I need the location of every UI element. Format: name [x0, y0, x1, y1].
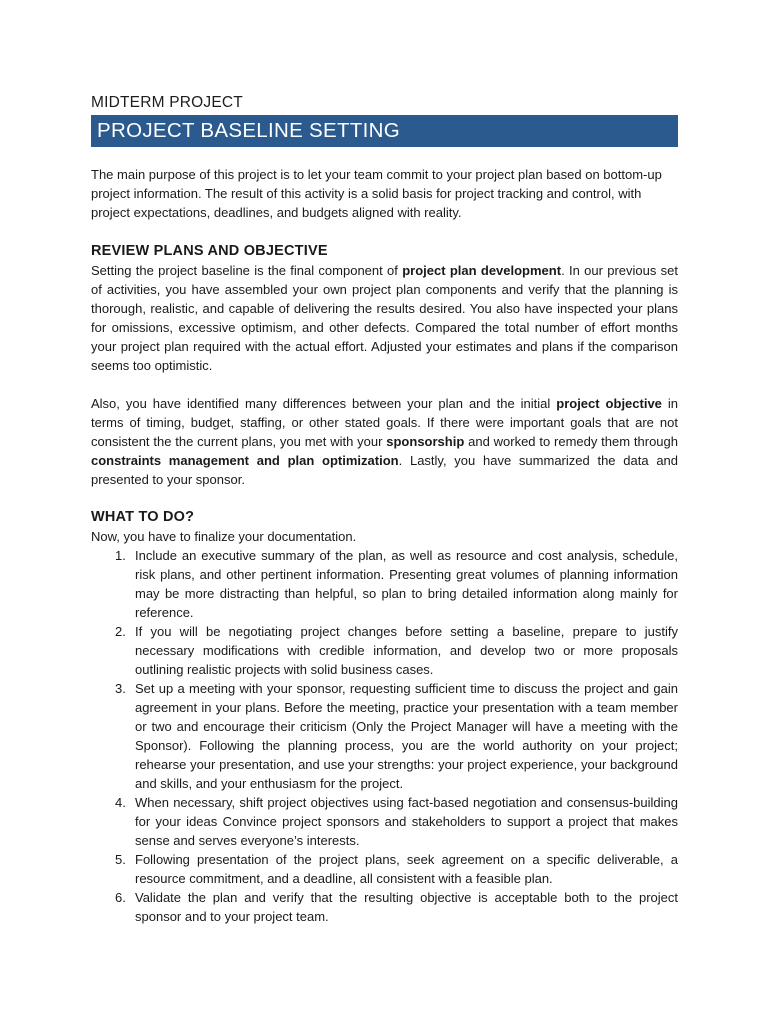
list-item [91, 622, 678, 679]
review-p2-text-e: and worked to remedy them through [464, 434, 678, 449]
list-item-number: 5. [115, 852, 126, 867]
title-banner [91, 115, 678, 147]
review-p1-text-a: Setting the project baseline is the final component of [91, 263, 403, 278]
review-paragraph-1 [91, 261, 678, 375]
steps-list [91, 546, 678, 926]
document-title: PROJECT BASELINE SETTING [97, 119, 400, 142]
list-item-text: Include an executive summary of the plan, as well as resource and cost analysis, schedule, risk plans, and other pertinent information. Presenting great volumes of planning information may be more distracting than helpful, so plan to bring detailed information along mainly for reference. [135, 548, 678, 620]
review-p2-bold-constraints: constraints management and plan optimization [91, 453, 399, 468]
list-item-text: Following presentation of the project plans, seek agreement on a specific deliverable, a resource commitment, and a deadline, all consistent with a feasible plan. [135, 852, 678, 886]
review-p1-text-c: . In our previous set of activities, you have assembled your own project plan components and verify that the planning is thorough, realistic, and capable of delivering the results desired. You also have inspected your plans for omissions, excessive optimism, and other defects. Compared the total number of effort months your project plan required with the actual effort. Adjusted your estimates and plans if the comparison seems too optimistic. [91, 263, 678, 373]
review-paragraph-2 [91, 394, 678, 489]
review-p2-text-c: in terms of timing, budget, staffing, or other stated goals. If there were important goals that are not consistent the the current plans, you met with your [91, 396, 679, 449]
list-item-text: When necessary, shift project objectives using fact-based negotiation and consensus-building for your ideas Convince project sponsors and stakeholders to support a project that makes sense and serves everyone’s interests. [135, 795, 678, 848]
list-item-number: 2. [115, 624, 126, 639]
document-page [91, 93, 678, 926]
list-item-number: 3. [115, 681, 126, 696]
list-item-number: 4. [115, 795, 126, 810]
list-item [91, 546, 678, 622]
review-p2-text-g: . Lastly, you have summarized the data and presented to your sponsor. [91, 453, 679, 487]
document-kicker: MIDTERM PROJECT [91, 94, 243, 111]
list-item-text: If you will be negotiating project changes before setting a baseline, prepare to justify necessary modifications with credible information, and develop two or more proposals outlining realistic projects with solid business cases. [135, 624, 678, 677]
list-item [91, 793, 678, 850]
list-item [91, 850, 678, 888]
review-p2-bold-sponsorship: sponsorship [386, 434, 465, 449]
review-heading: REVIEW PLANS AND OBJECTIVE [91, 243, 328, 259]
list-item-number: 6. [115, 890, 126, 905]
what-heading: WHAT TO DO? [91, 509, 195, 525]
review-p1-bold: project plan development [402, 263, 562, 278]
list-item [91, 888, 678, 926]
list-item [91, 679, 678, 793]
what-lead: Now, you have to finalize your documentation. [91, 529, 357, 544]
list-item-text: Validate the plan and verify that the resulting objective is acceptable both to the project sponsor and to your project team. [135, 890, 678, 924]
list-item-number: 1. [115, 548, 126, 563]
review-p2-bold-objective: project objective [556, 396, 662, 411]
intro-paragraph: The main purpose of this project is to let your team commit to your project plan based on bottom-up project information. The result of this activity is a solid basis for project tracking and control, with project expectations, deadlines, and budgets aligned with reality. [91, 167, 662, 220]
list-item-text: Set up a meeting with your sponsor, requesting sufficient time to discuss the project and gain agreement in your plans. Before the meeting, practice your presentation with a team member or two and encourage their criticism (Only the Project Manager will have a meeting with the Sponsor). Following the planning process, you are the world authority on your project; rehearse your presentation, and use your strengths: your project experience, your background and skills, and your enthusiasm for the project. [135, 681, 678, 791]
review-p2-text-a: Also, you have identified many differences between your plan and the initial [91, 396, 557, 411]
